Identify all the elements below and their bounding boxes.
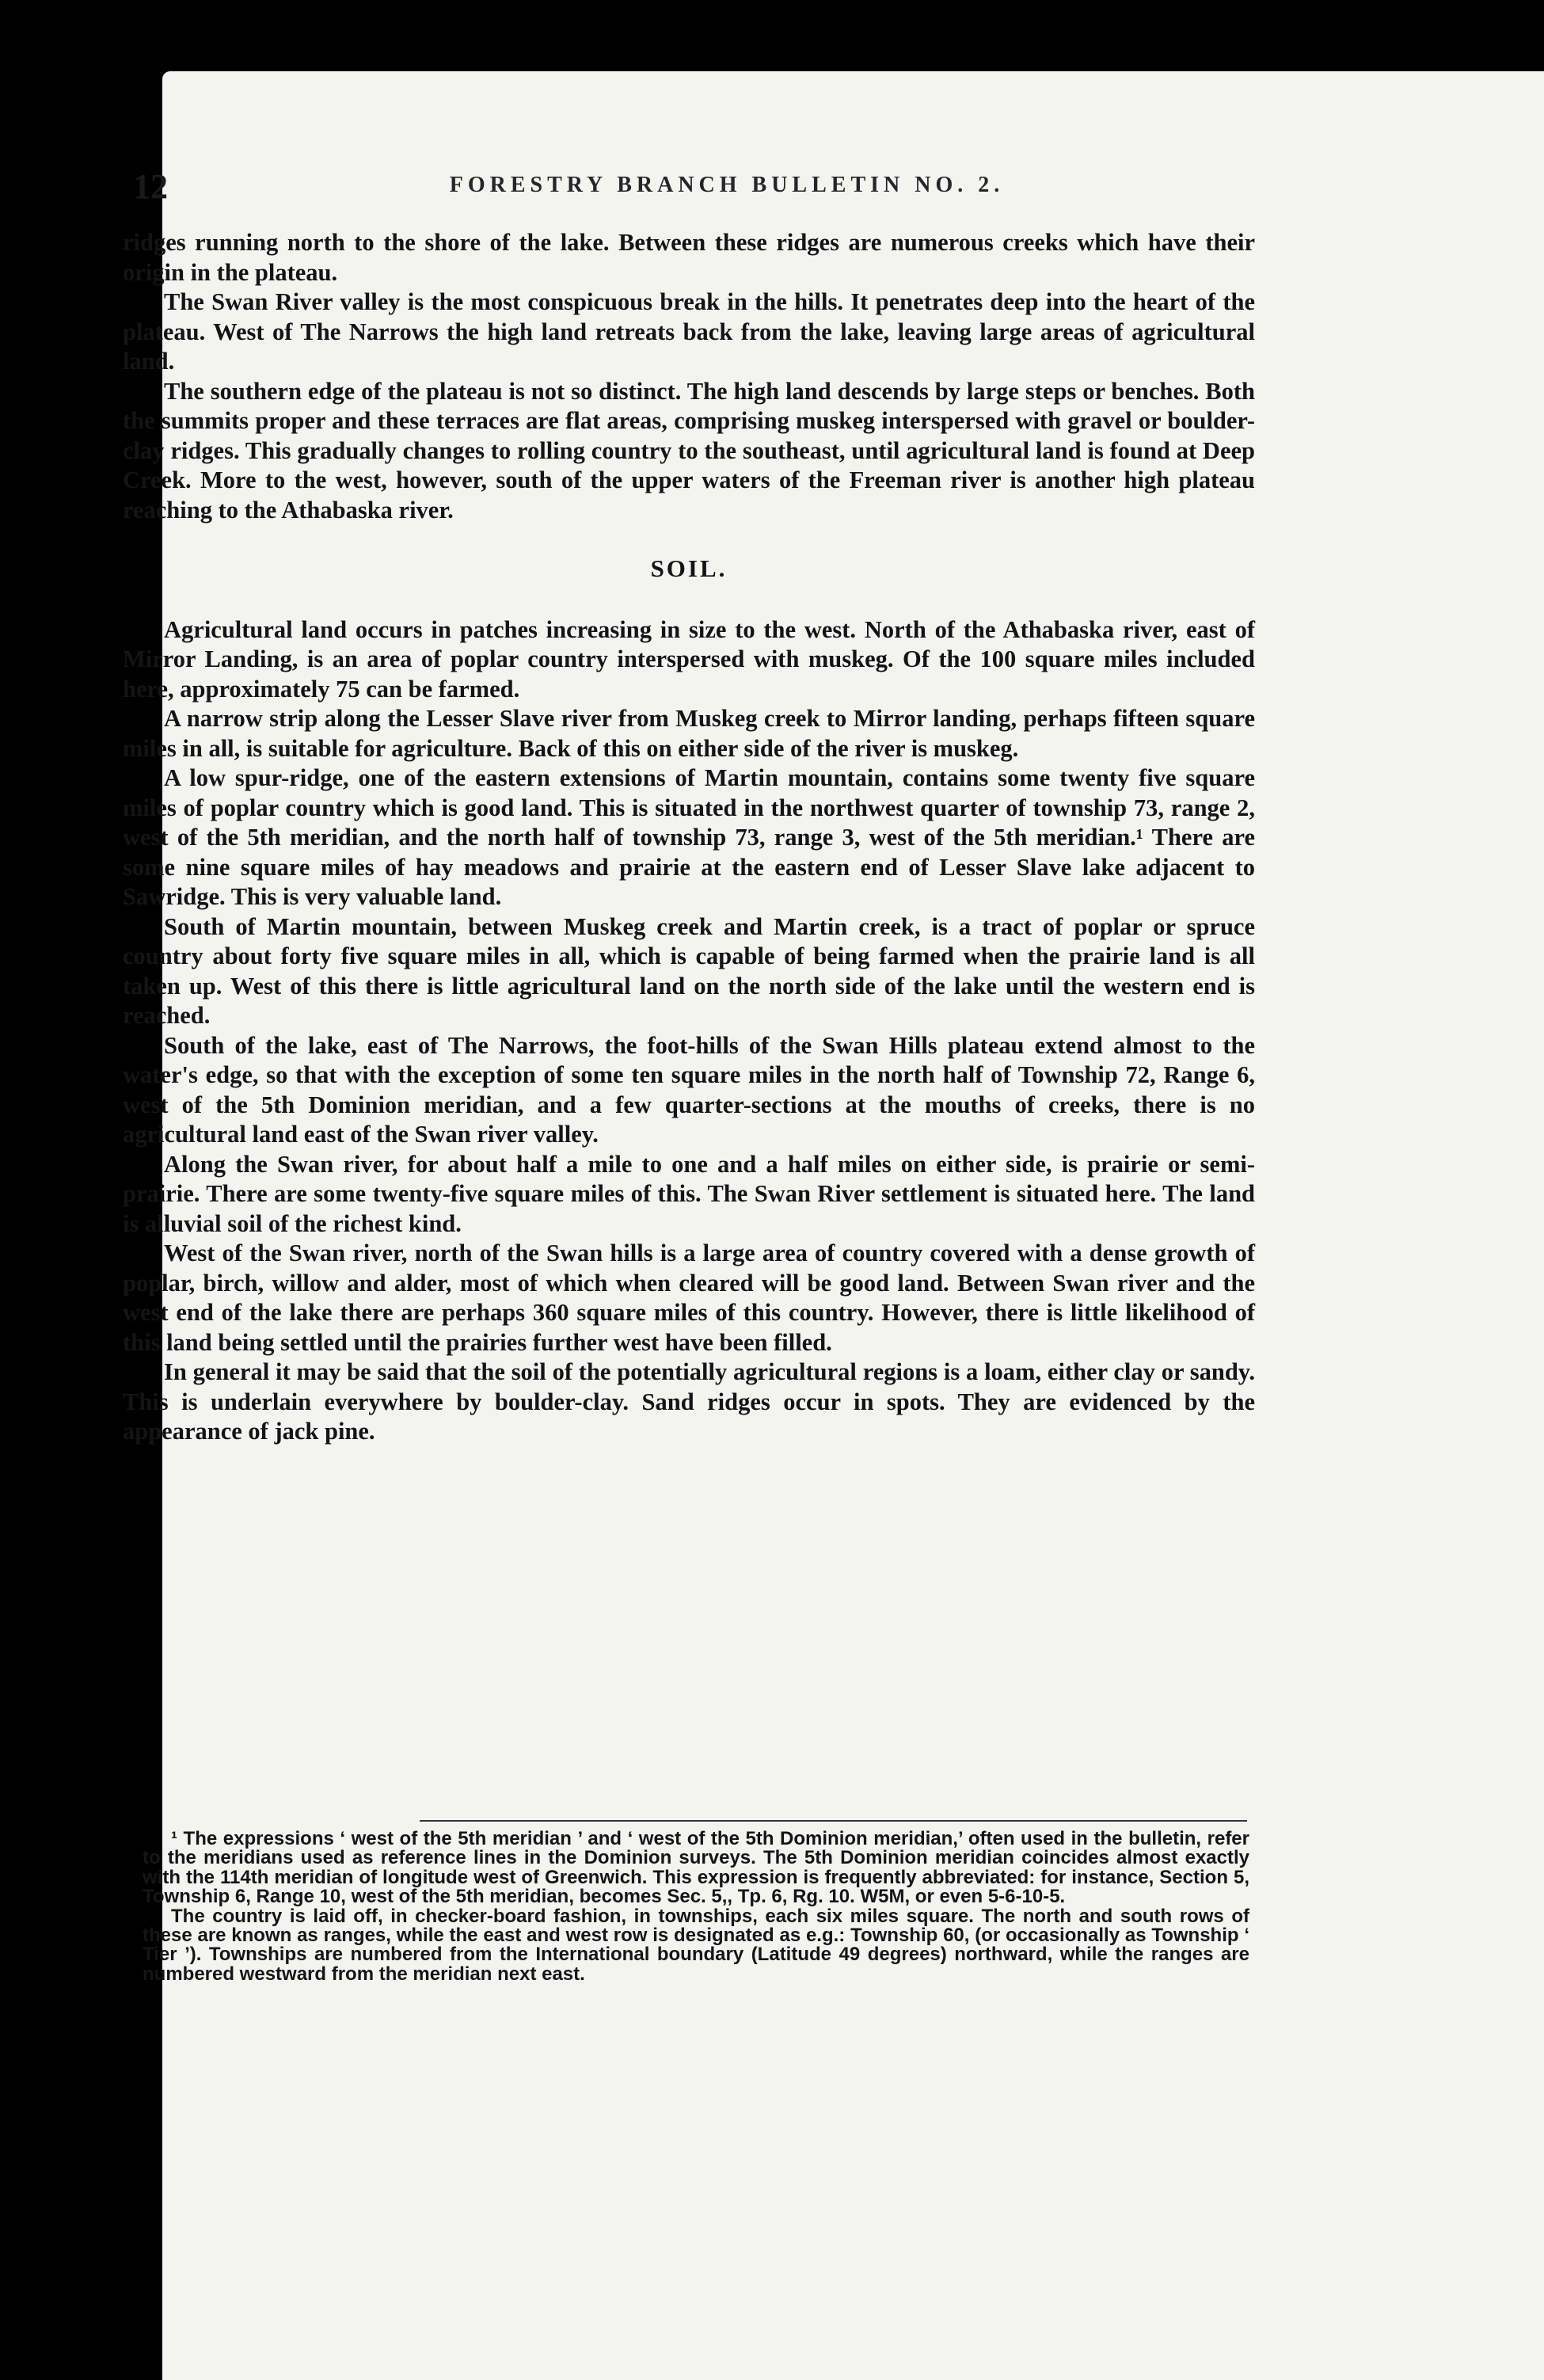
- paragraph: A narrow strip along the Lesser Slave river from Muskeg creek to Mirror landing, perhaps fifteen square miles in all, is suitable for agriculture. Back of this on either side of the river is muskeg.: [123, 705, 1255, 762]
- paragraph: South of the lake, east of The Narrows, the foot-hills of the Swan Hills plateau extend almost to the water's edge, so that with the exception of some ten square miles in the north half of Township 72, Range 6, west of the 5th Dominion meridian, and a few quarter-sections at the mouths of creeks, there is no agricultural land east of the Swan river valley.: [123, 1031, 1255, 1148]
- body-text: [123, 228, 1255, 1447]
- paragraph: South of Martin mountain, between Muskeg creek and Martin creek, is a tract of poplar or spruce country about forty five square miles in all, which is capable of being farmed when the prairie land is all taken up. West of this there is little agricultural land on the north side of the lake until the western end is reached.: [123, 912, 1255, 1029]
- paragraph: ridges running north to the shore of the lake. Between these ridges are numerous creeks which have their origin in the plateau.: [123, 229, 1255, 286]
- footnote: The country is laid off, in checker-board fashion, in townships, each six miles square. The north and south rows of these are known as ranges, while the east and west row is designated as e.g.: Township 60, (or occasionally as Township ‘ Tier ’). Townships are numbered from the International boundary (Latitude 49 degrees) northward, while the ranges are numbered westward from the meridian next east.: [143, 1905, 1249, 1985]
- paragraph: A low spur-ridge, one of the eastern extensions of Martin mountain, contains some twenty five square miles of poplar country which is good land. This is situated in the northwest quarter of township 73, range 2, west of the 5th meridian, and the north half of township 73, range 3, west of the 5th meridian.¹ There are some nine square miles of hay meadows and prairie at the eastern end of Lesser Slave lake adjacent to Sawridge. This is very valuable land.: [123, 764, 1255, 910]
- section-heading-soil: SOIL.: [650, 554, 728, 582]
- paragraph: In general it may be said that the soil of the potentially agricultural regions is a loam, either clay or sandy. This is underlain everywhere by boulder-clay. Sand ridges occur in spots. They are evidenced by the appearance of jack pine.: [123, 1358, 1255, 1445]
- page-number: 12: [133, 167, 168, 206]
- running-head: FORESTRY BRANCH BULLETIN NO. 2.: [449, 173, 1005, 197]
- page-header: [133, 166, 1273, 206]
- paragraph: The Swan River valley is the most conspicuous break in the hills. It penetrates deep into the heart of the plateau. West of The Narrows the high land retreats back from the lake, leaving large areas of agricultural land.: [123, 288, 1255, 375]
- footnotes: [143, 1830, 1249, 1984]
- paragraph: Agricultural land occurs in patches increasing in size to the west. North of the Athabaska river, east of Mirror Landing, is an area of poplar country interspersed with muskeg. Of the 100 square miles included here, approximately 75 can be farmed.: [123, 615, 1255, 703]
- footnote-divider: [420, 1820, 1247, 1822]
- footnote: ¹ The expressions ‘ west of the 5th meridian ’ and ‘ west of the 5th Dominion meridian,’ often used in the bulletin, refer to the meridians used as reference lines in the Dominion surveys. The 5th Dominion meridian coincides almost exactly with the 114th meridian of longitude west of Greenwich. This expression is frequently abbreviated: for instance, Section 5, Township 6, Range 10, west of the 5th meridian, becomes Sec. 5,, Tp. 6, Rg. 10. W5M, or even 5-6-10-5.: [143, 1828, 1249, 1908]
- paragraph: West of the Swan river, north of the Swan hills is a large area of country covered with a dense growth of poplar, birch, willow and alder, most of which when cleared will be good land. Between Swan river and the west end of the lake there are perhaps 360 square miles of this country. However, there is little likelihood of this land being settled until the prairies further west have been filled.: [123, 1240, 1255, 1356]
- paragraph: Along the Swan river, for about half a mile to one and a half miles on either side, is prairie or semi-prairie. There are some twenty-five square miles of this. The Swan River settlement is situated here. The land is alluvial soil of the richest kind.: [123, 1150, 1255, 1237]
- paragraph: The southern edge of the plateau is not so distinct. The high land descends by large steps or benches. Both the summits proper and these terraces are flat areas, comprising muskeg interspersed with gravel or boulder-clay ridges. This gradually changes to rolling country to the southeast, until agricultural land is found at Deep Creek. More to the west, however, south of the upper waters of the Freeman river is another high plateau reaching to the Athabaska river.: [123, 377, 1255, 524]
